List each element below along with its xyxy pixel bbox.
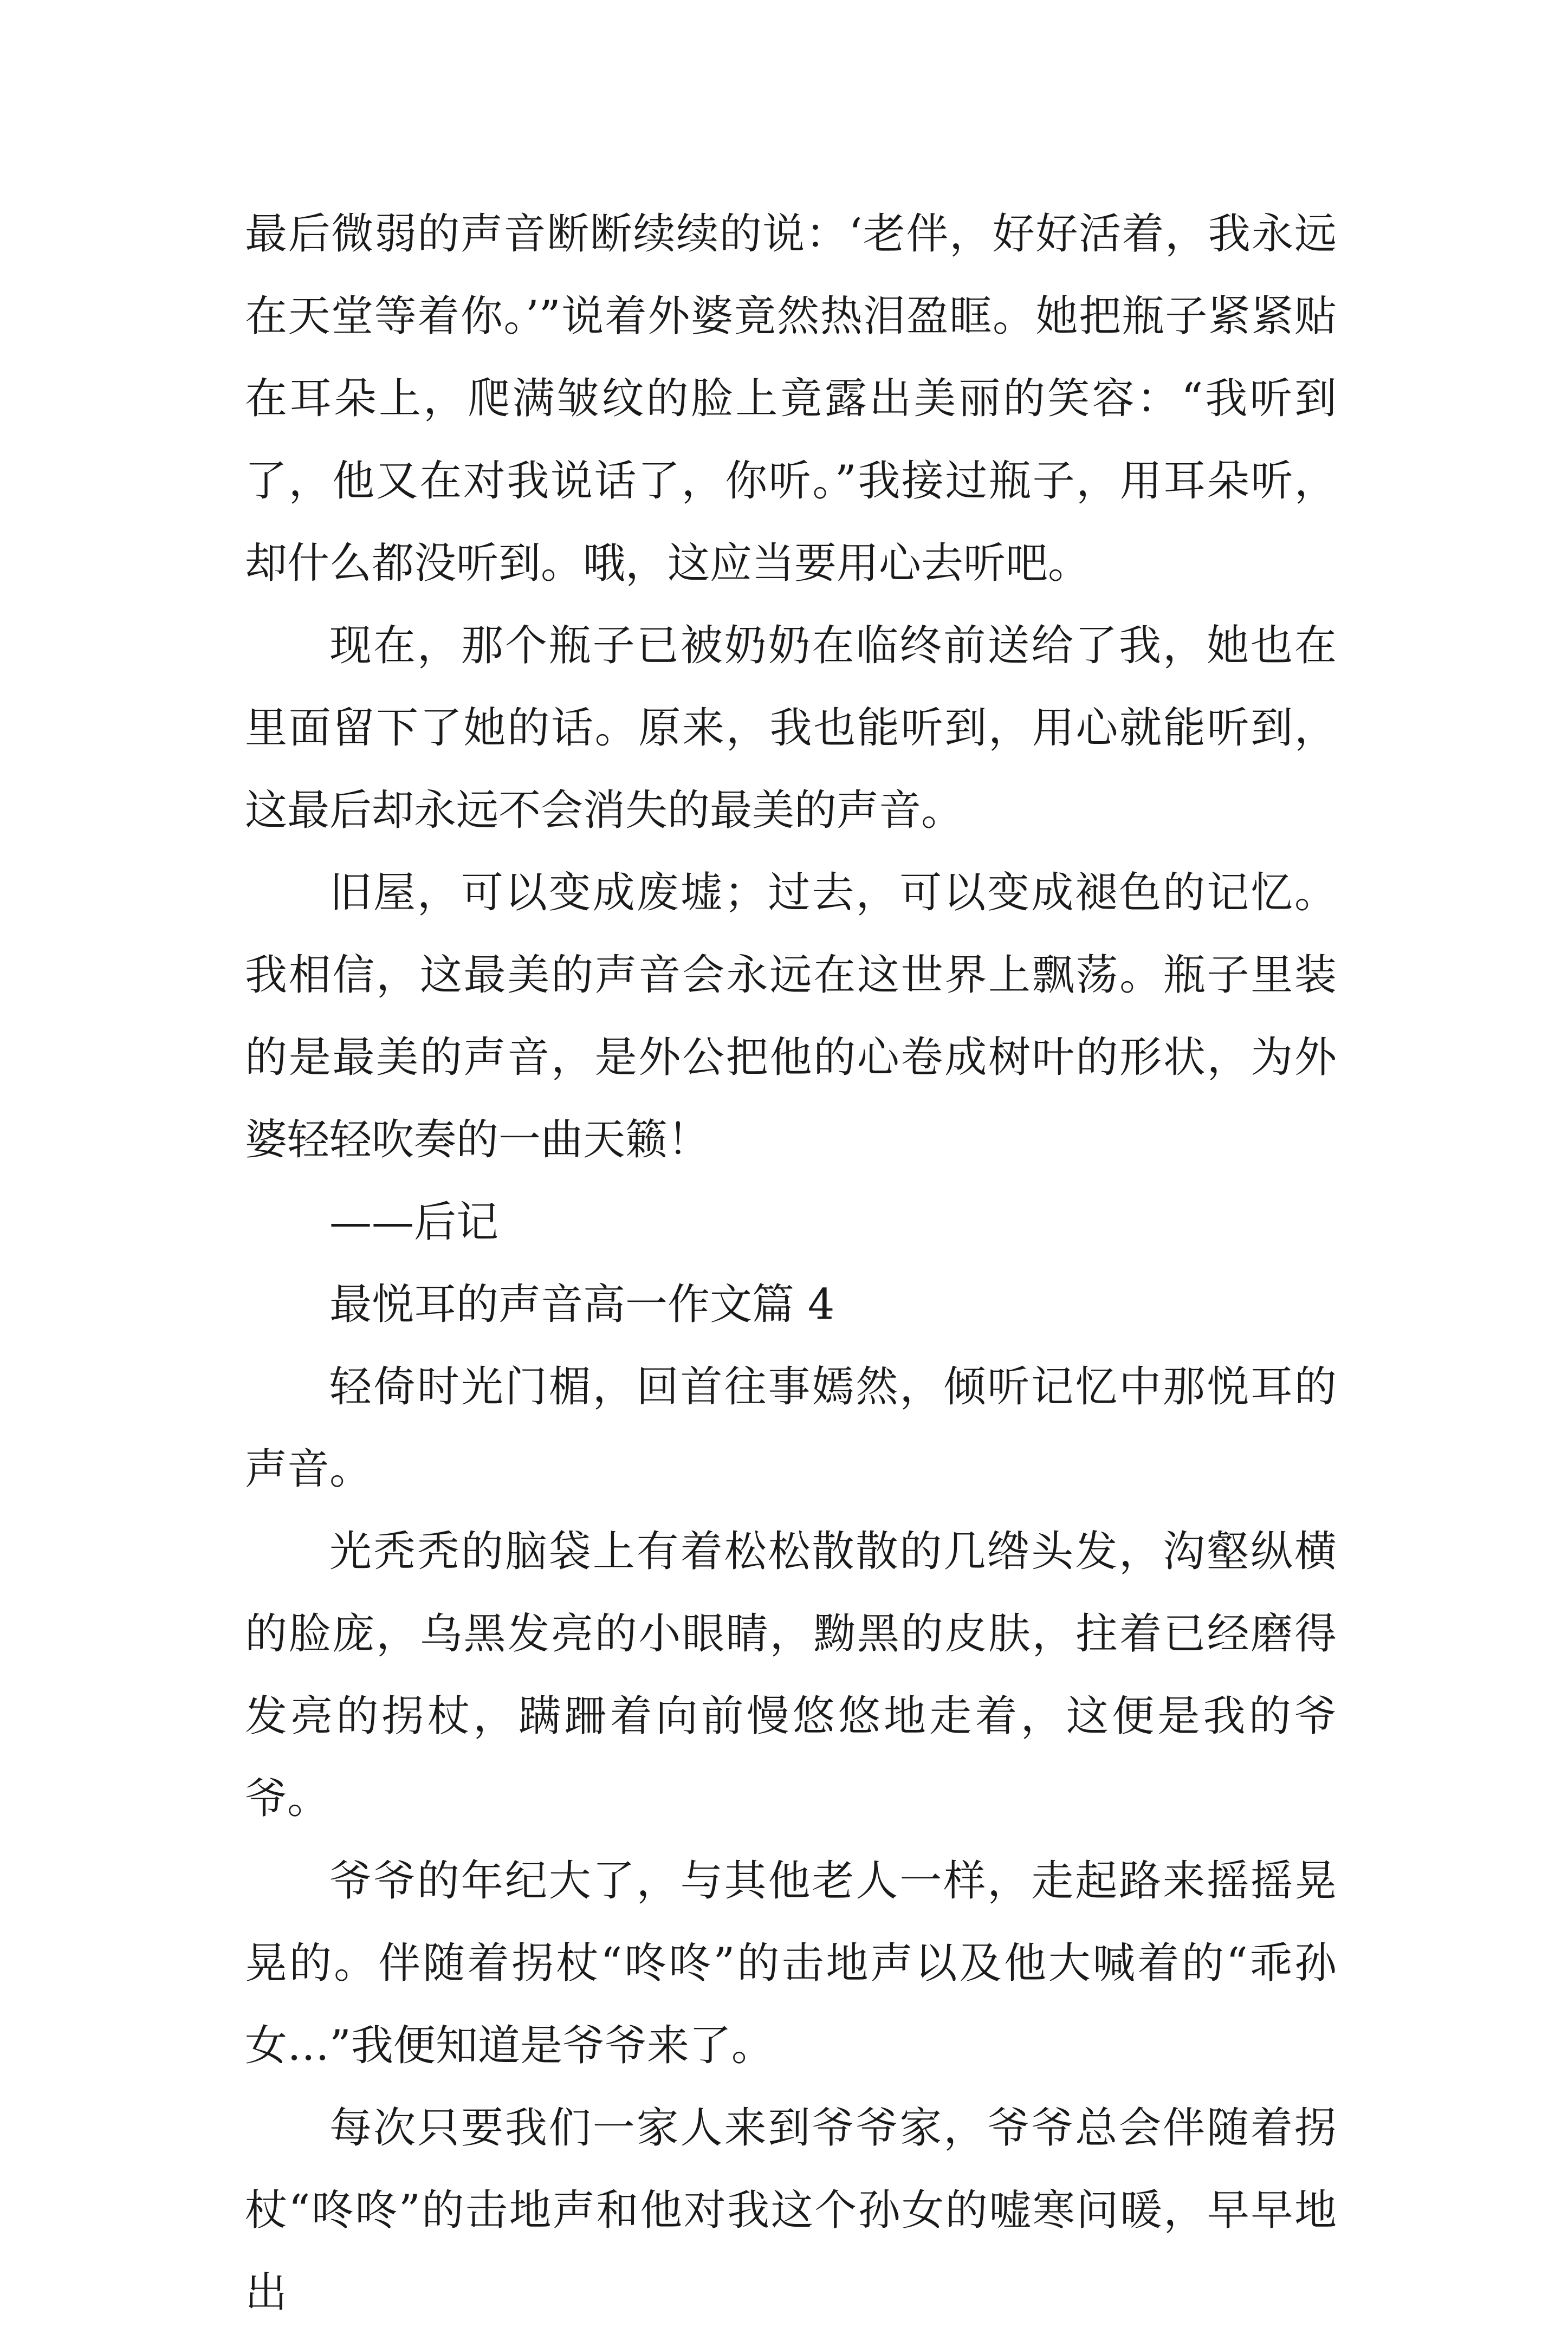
paragraph-continued: 最后微弱的声音断断续续的说：‘老伴，好好活着，我永远在天堂等着你。’”说着外婆竟然热泪盈眶。她把瓶子紧紧贴在耳朵上，爬满皱纹的脸上竟露出美丽的笑容：“我听到了，他又在对我说话了，你听。”我接过瓶子，用耳朵听，却什么都没听到。哦，这应当要用心去听吧。 xyxy=(245,210,1337,588)
document-body xyxy=(245,193,1337,2334)
paragraph: 轻倚时光门楣，回首往事嫣然，倾听记忆中那悦耳的声音。 xyxy=(245,1363,1337,1494)
paragraph: 光秃秃的脑袋上有着松松散散的几绺头发，沟壑纵横的脸庞，乌黑发亮的小眼睛，黝黑的皮肤，拄着已经磨得发亮的拐杖，蹒跚着向前慢悠悠地走着，这便是我的爷爷。 xyxy=(245,1527,1337,1823)
paragraph: 旧屋，可以变成废墟；过去，可以变成褪色的记忆。我相信，这最美的声音会永远在这世界上飘荡。瓶子里装的是最美的声音，是外公把他的心卷成树叶的形状，为外婆轻轻吹奏的一曲天籁！ xyxy=(245,868,1337,1164)
paragraph: 爷爷的年纪大了，与其他老人一样，走起路来摇摇晃晃的。伴随着拐杖“咚咚”的击地声以及他大喊着的“乖孙女…”我便知道是爷爷来了。 xyxy=(245,1857,1337,2070)
paragraph: 每次只要我们一家人来到爷爷家，爷爷总会伴随着拐杖“咚咚”的击地声和他对我这个孙女的嘘寒问暖，早早地出 xyxy=(245,2104,1337,2317)
paragraph-postscript: ——后记 xyxy=(329,1198,499,1247)
section-title: 最悦耳的声音高一作文篇 4 xyxy=(329,1280,835,1329)
paragraph: 现在，那个瓶子已被奶奶在临终前送给了我，她也在里面留下了她的话。原来，我也能听到，用心就能听到，这最后却永远不会消失的最美的声音。 xyxy=(245,621,1337,835)
